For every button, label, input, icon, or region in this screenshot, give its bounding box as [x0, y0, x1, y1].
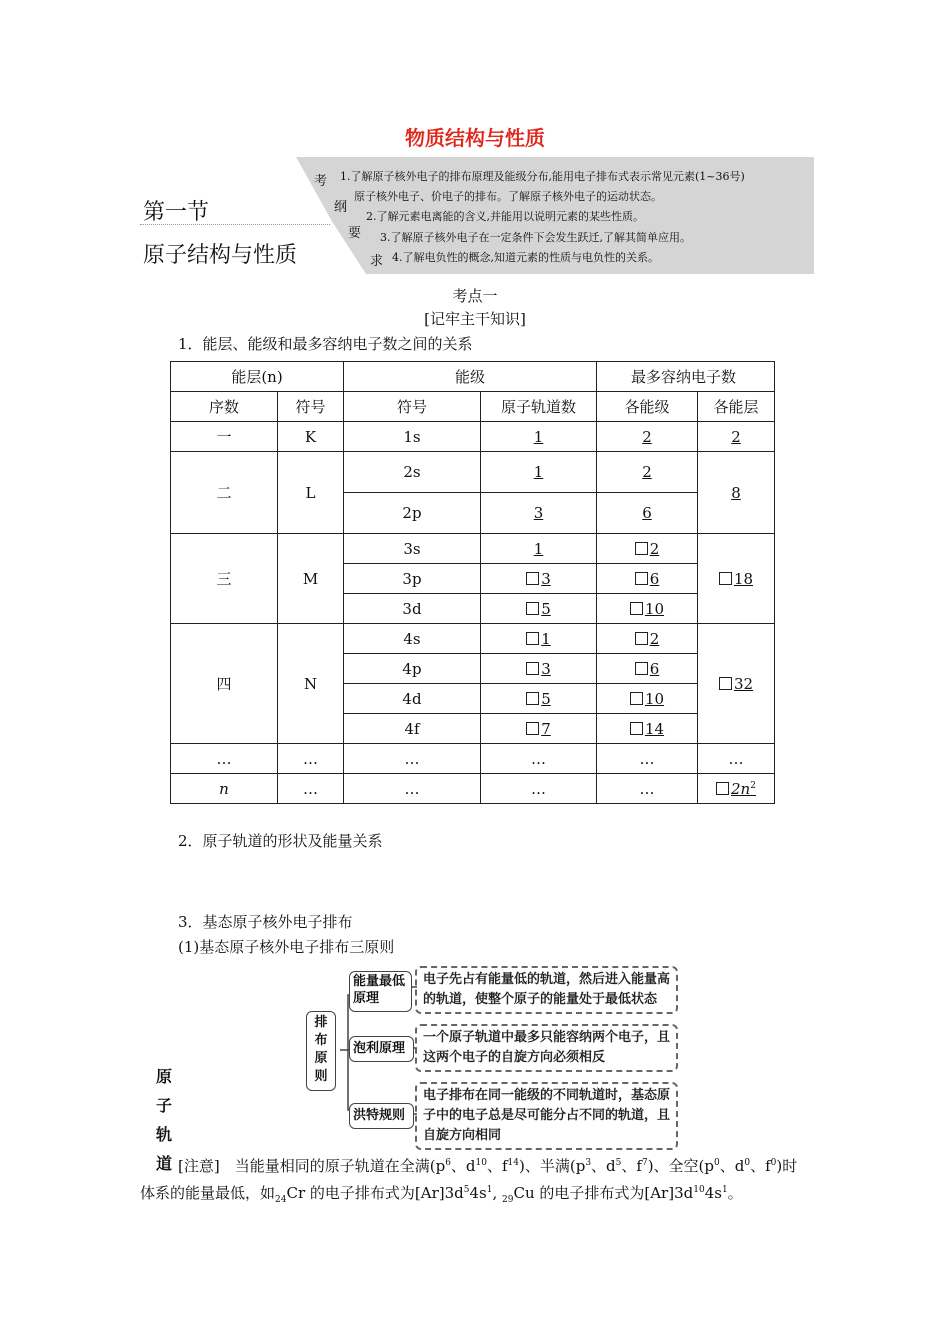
ellipsis-cell: …: [481, 744, 597, 774]
requirement-line: 4.了解电负性的概念,知道元素的性质与电负性的关系。: [392, 251, 659, 264]
shell-total-cell: 32: [698, 624, 775, 744]
level-max-cell: 6: [597, 654, 698, 684]
level-symbol-cell: 3s: [344, 534, 481, 564]
table-row: [171, 452, 775, 493]
section-number: 第一节: [143, 200, 210, 225]
table-row: [171, 534, 775, 564]
ellipsis-cell: …: [344, 744, 481, 774]
header-per-shell: 各能层: [698, 392, 775, 422]
kaodian-label: 考点一: [452, 287, 498, 305]
header-max: 最多容纳电子数: [597, 362, 775, 392]
orbital-count-cell: 3: [481, 654, 597, 684]
level-symbol-cell: 1s: [344, 422, 481, 452]
orbital-count-cell: 5: [481, 594, 597, 624]
shell-number-cell: 二: [171, 452, 278, 534]
level-max-cell: 6: [597, 564, 698, 594]
ellipsis-cell: …: [597, 744, 698, 774]
level-max-cell: 6: [597, 493, 698, 534]
orbital-count-cell: 1: [481, 624, 597, 654]
heading-2: 2．原子轨道的形状及能量关系: [178, 832, 383, 850]
ellipsis-cell: …: [597, 774, 698, 804]
shell-symbol-cell: M: [278, 534, 344, 624]
table-row: [171, 422, 775, 452]
ellipsis-cell: …: [278, 744, 344, 774]
level-symbol-cell: 4s: [344, 624, 481, 654]
header-nengceng: 能层(n): [171, 362, 344, 392]
heading-3: 3．基态原子核外电子排布: [178, 913, 353, 931]
ellipsis-cell: …: [698, 744, 775, 774]
requirements-side-label: 考 纲 要 求: [314, 174, 384, 269]
header-fuhao2: 符号: [344, 392, 481, 422]
header-orbitals: 原子轨道数: [481, 392, 597, 422]
level-max-cell: 14: [597, 714, 698, 744]
orbital-count-cell: 1: [481, 452, 597, 493]
sub-heading-1: (1)基态原子核外电子排布三原则: [178, 938, 395, 956]
note-line-2: 体系的能量最低，如$_{24}$Cr 的电子排布式为$[Ar]3d^54s^1$, $_{29}$Cu 的电子排布式为$[Ar]3d^{10}4s^1$。: [140, 1184, 743, 1205]
n-label-cell: n: [171, 774, 278, 804]
shell-number-cell: 一: [171, 422, 278, 452]
header-per-level: 各能级: [597, 392, 698, 422]
header-xushu: 序数: [171, 392, 278, 422]
section-name: 原子结构与性质: [143, 243, 298, 268]
root-box: 排 布 原 则: [306, 1011, 336, 1091]
branch-desc-2: 一个原子轨道中最多只能容纳两个电子，且 这两个电子的自旋方向必须相反: [415, 1024, 678, 1072]
orbital-count-cell: 7: [481, 714, 597, 744]
orbital-count-cell: 1: [481, 534, 597, 564]
branch-desc-3: 电子排布在同一能级的不同轨道时，基态原 子中的电子总是尽可能分占不同的轨道，且 自旋方向相同: [415, 1082, 678, 1150]
level-max-cell: 10: [597, 684, 698, 714]
n-total-cell: $2n^2$: [698, 774, 775, 804]
header-fuhao: 符号: [278, 392, 344, 422]
shell-total-cell: 18: [698, 534, 775, 624]
jilao-label: [记牢主干知识]: [424, 310, 526, 328]
orbital-count-cell: 5: [481, 684, 597, 714]
shell-symbol-cell: N: [278, 624, 344, 744]
requirement-line: 2.了解元素电离能的含义,并能用以说明元素的某些性质。: [366, 210, 644, 223]
ellipsis-cell: …: [481, 774, 597, 804]
orbital-count-cell: 1: [481, 422, 597, 452]
branch-label-3: 洪特规则: [349, 1103, 414, 1129]
level-symbol-cell: 4p: [344, 654, 481, 684]
left-vertical-label: 原 子 轨 道: [156, 1067, 173, 1173]
shell-total-cell: 8: [698, 452, 775, 534]
level-symbol-cell: 3d: [344, 594, 481, 624]
level-max-cell: 2: [597, 534, 698, 564]
heading-1: 1．能层、能级和最多容纳电子数之间的关系: [178, 335, 473, 353]
shell-number-cell: 三: [171, 534, 278, 624]
table-row: [171, 624, 775, 654]
shell-symbol-cell: K: [278, 422, 344, 452]
shell-table: [170, 361, 775, 804]
section-divider: [140, 224, 330, 225]
page-title: 物质结构与性质: [405, 126, 545, 150]
ellipsis-cell: …: [344, 774, 481, 804]
level-max-cell: 2: [597, 624, 698, 654]
branch-label-1: 能量最低 原理: [349, 971, 412, 1012]
level-symbol-cell: 2p: [344, 493, 481, 534]
shell-number-cell: 四: [171, 624, 278, 744]
branch-desc-1: 电子先占有能量低的轨道，然后进入能量高 的轨道，使整个原子的能量处于最低状态: [415, 966, 678, 1014]
requirement-line: 3.了解原子核外电子在一定条件下会发生跃迁,了解其简单应用。: [380, 231, 691, 244]
note-line-1: [注意] 当能量相同的原子轨道在全满($p^6$、$d^{10}$、$f^{14}$)、半满($p^3$、$d^5$、$f^7$)、全空($p^0$、$d^0$、$f^0$)时: [178, 1157, 798, 1175]
level-symbol-cell: 2s: [344, 452, 481, 493]
orbital-count-cell: 3: [481, 564, 597, 594]
requirement-line: 1.了解原子核外电子的排布原理及能级分布,能用电子排布式表示常见元素(1~36号): [340, 170, 745, 183]
level-symbol-cell: 3p: [344, 564, 481, 594]
orbital-count-cell: 3: [481, 493, 597, 534]
requirement-line: 原子核外电子、价电子的排布。了解原子核外电子的运动状态。: [354, 190, 662, 203]
level-max-cell: 2: [597, 452, 698, 493]
header-nengji: 能级: [344, 362, 597, 392]
level-max-cell: 10: [597, 594, 698, 624]
level-symbol-cell: 4d: [344, 684, 481, 714]
ellipsis-cell: …: [278, 774, 344, 804]
shell-symbol-cell: L: [278, 452, 344, 534]
branch-label-2: 泡利原理: [349, 1036, 414, 1062]
ellipsis-cell: …: [171, 744, 278, 774]
level-max-cell: 2: [597, 422, 698, 452]
shell-total-cell: 2: [698, 422, 775, 452]
level-symbol-cell: 4f: [344, 714, 481, 744]
